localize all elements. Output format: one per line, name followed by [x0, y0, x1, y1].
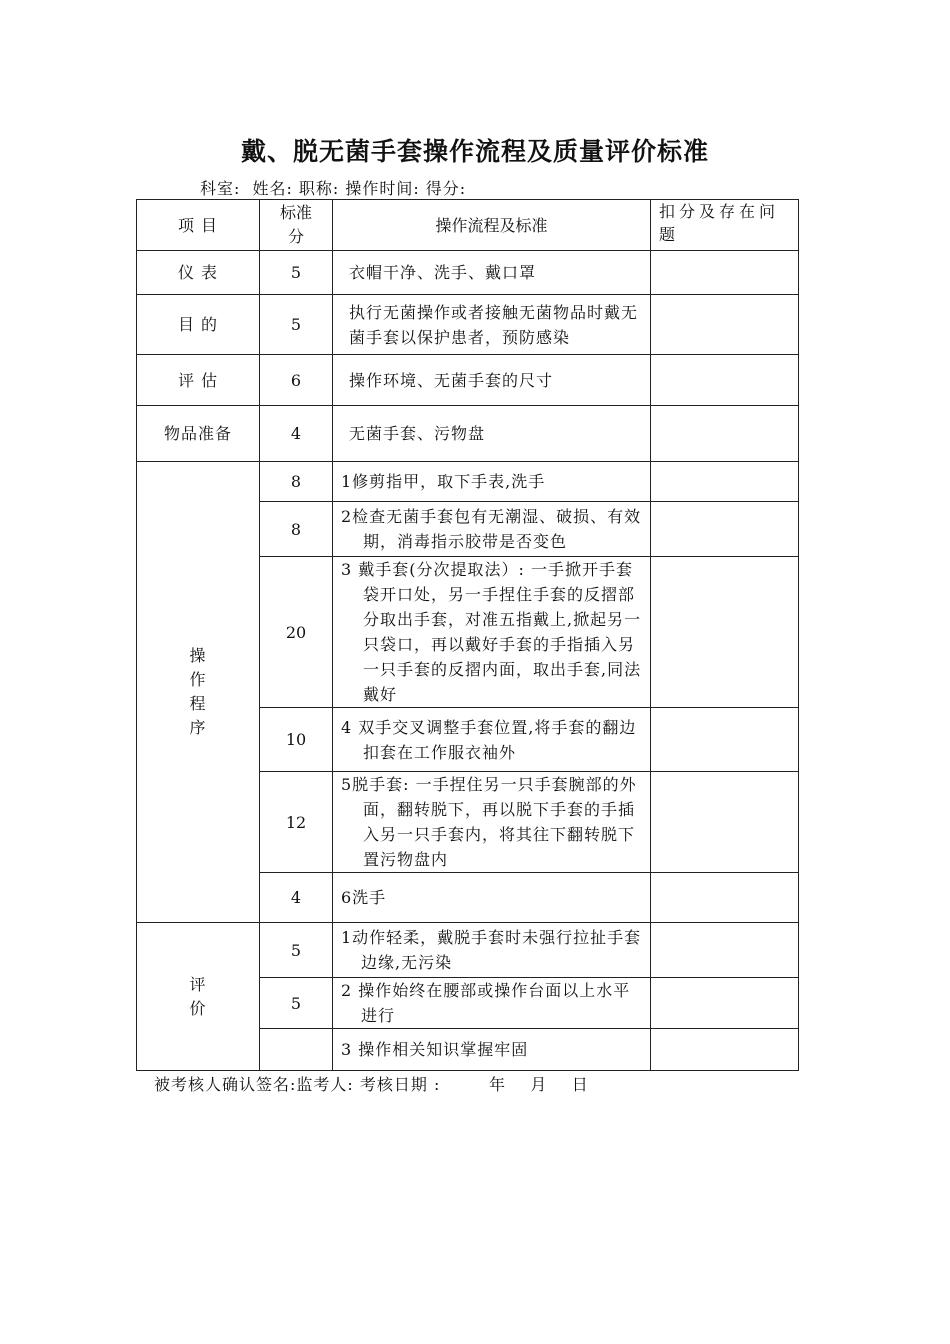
table-row [137, 251, 799, 295]
row-assessment-item: 评 估 [137, 355, 260, 406]
row-preparation-item: 物品准备 [137, 406, 260, 462]
row-assessment-score: 6 [260, 355, 333, 406]
row-appearance-item: 仪 表 [137, 251, 260, 295]
header-procedure: 操作流程及标准 [333, 200, 651, 251]
operation-time-label: 操作时间: [345, 179, 420, 198]
eval-score [260, 1029, 333, 1071]
eval-text: 3 操作相关知识掌握牢固 [333, 1029, 651, 1071]
row-purpose-item: 目 的 [137, 295, 260, 355]
header-deduction: 扣分及存在问题 [651, 200, 799, 251]
deduction-cell [651, 557, 799, 708]
step-score: 8 [260, 502, 333, 557]
eval-text: 2 操作始终在腰部或操作台面以上水平进行 [333, 978, 651, 1029]
deduction-cell [651, 708, 799, 772]
job-title-label: 职称: [298, 179, 340, 198]
step-score: 20 [260, 557, 333, 708]
header-item: 项 目 [137, 200, 260, 251]
table-row [137, 923, 799, 978]
row-assessment-procedure: 操作环境、无菌手套的尺寸 [333, 355, 651, 406]
name-label: 姓名: [252, 179, 293, 198]
step-text: 5脱手套: 一手捏住另一只手套腕部的外面，翻转脱下，再以脱下手套的手插入另一只手套内，将其往下翻转脱下置污物盘内 [333, 772, 651, 873]
signature-line: 被考核人确认签名:监考人: 考核日期 : 年 月 日 [154, 1075, 589, 1094]
step-text: 3 戴手套(分次提取法）: 一手掀开手套袋开口处，另一手捏住手套的反摺部分取出手套，对准五指戴上,掀起另一只袋口，再以戴好手套的手指插入另一只手套的反摺内面，取出手套,同法戴好 [333, 557, 651, 708]
table-row [137, 295, 799, 355]
table-row [137, 406, 799, 462]
deduction-cell [651, 978, 799, 1029]
table-row [137, 355, 799, 406]
row-appearance-score: 5 [260, 251, 333, 295]
department-label: 科室: [200, 179, 241, 198]
deduction-cell [651, 295, 799, 355]
page-title: 戴、脱无菌手套操作流程及质量评价标准 [240, 137, 709, 166]
evaluation-table [136, 199, 799, 1071]
deduction-cell [651, 251, 799, 295]
eval-text: 1动作轻柔，戴脱手套时未强行拉扯手套边缘,无污染 [333, 923, 651, 978]
row-purpose-procedure: 执行无菌操作或者接触无菌物品时戴无菌手套以保护患者，预防感染 [333, 295, 651, 355]
row-purpose-score: 5 [260, 295, 333, 355]
row-preparation-procedure: 无菌手套、污物盘 [333, 406, 651, 462]
deduction-cell [651, 923, 799, 978]
operation-label: 操作程序 [137, 462, 260, 923]
header-score: 标准分 [260, 200, 333, 251]
table-header-row [137, 200, 799, 251]
step-text: 4 双手交叉调整手套位置,将手套的翻边扣套在工作服衣袖外 [333, 708, 651, 772]
step-score: 8 [260, 462, 333, 502]
deduction-cell [651, 355, 799, 406]
deduction-cell [651, 772, 799, 873]
deduction-cell [651, 873, 799, 923]
deduction-cell [651, 1029, 799, 1071]
evaluation-label: 评价 [137, 923, 260, 1071]
step-score: 4 [260, 873, 333, 923]
deduction-cell [651, 502, 799, 557]
row-appearance-procedure: 衣帽干净、洗手、戴口罩 [333, 251, 651, 295]
step-text: 2检查无菌手套包有无潮湿、破损、有效期，消毒指示胶带是否变色 [333, 502, 651, 557]
deduction-cell [651, 406, 799, 462]
score-label: 得分: [425, 179, 467, 198]
step-score: 12 [260, 772, 333, 873]
step-text: 1修剪指甲，取下手表,洗手 [333, 462, 651, 502]
info-line [200, 176, 472, 199]
step-text: 6洗手 [333, 873, 651, 923]
row-preparation-score: 4 [260, 406, 333, 462]
eval-score: 5 [260, 923, 333, 978]
step-score: 10 [260, 708, 333, 772]
deduction-cell [651, 462, 799, 502]
table-row [137, 462, 799, 502]
eval-score: 5 [260, 978, 333, 1029]
